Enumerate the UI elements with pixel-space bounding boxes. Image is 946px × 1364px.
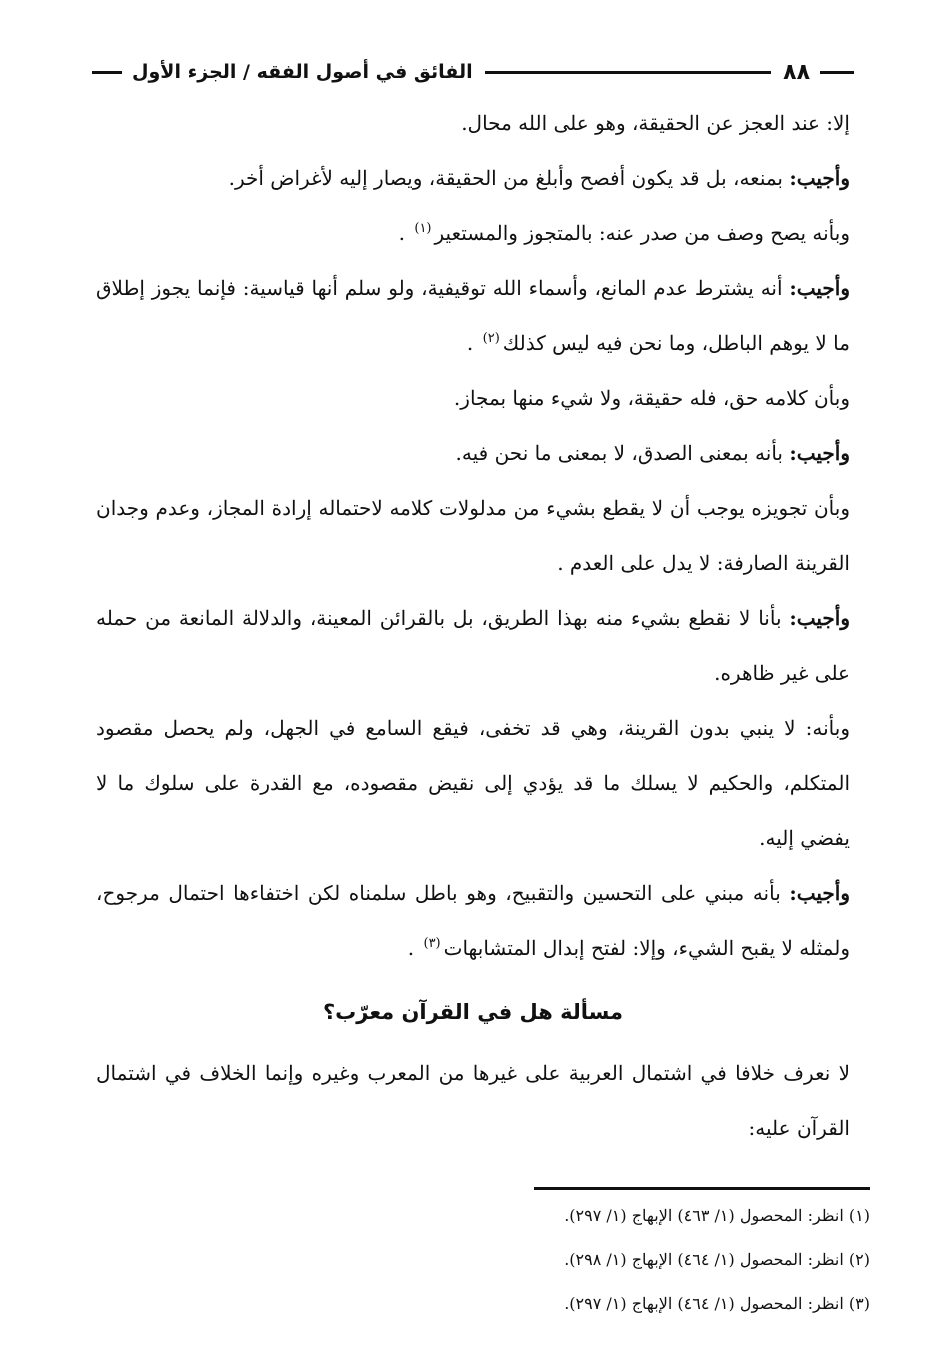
paragraph	[96, 96, 850, 151]
paragraph	[96, 206, 850, 261]
body-text	[96, 96, 850, 1156]
paragraph	[96, 261, 850, 371]
footnote-reference[interactable]: (١)	[414, 221, 432, 237]
paragraph	[96, 481, 850, 591]
paragraph-lead: وأجيب:	[789, 276, 850, 300]
paragraph-tail: .	[407, 936, 421, 960]
footnote-2: (٢) انظر: المحصول (١/ ٤٦٤) الإبهاج (١/ ٢٩٨).	[564, 1250, 870, 1269]
footnote-separator	[534, 1187, 870, 1190]
section-paragraph: لا نعرف خلافا في اشتمال العربية على غيرها من المعرب وغيره وإنما الخلاف في اشتمال القرآن عليه:	[96, 1061, 850, 1140]
paragraph	[96, 371, 850, 426]
paragraph-text: وبأن كلامه حق، فله حقيقة، ولا شيء منها بمجاز.	[453, 386, 850, 410]
paragraph-lead: وأجيب:	[789, 166, 850, 190]
paragraph-tail: .	[398, 221, 412, 245]
paragraph-text: وبأن تجويزه يوجب أن لا يقطع بشيء من مدلولات كلامه لاحتماله إرادة المجاز، وعدم وجدان القرينة الصارفة: لا يدل على العدم .	[96, 496, 850, 575]
paragraph-text: أنه يشترط عدم المانع، وأسماء الله توقيفية، ولو سلم أنها قياسية: فإنما يجوز إطلاق ما لا يوهم الباطل، وما نحن فيه ليس كذلك	[96, 276, 850, 355]
paragraph	[96, 866, 850, 976]
footnote-3: (٣) انظر: المحصول (١/ ٤٦٤) الإبهاج (١/ ٢٩٧).	[564, 1294, 870, 1313]
paragraph-text: وبأنه: لا ينبي بدون القرينة، وهي قد تخفى، فيقع السامع في الجهل، ولم يحصل مقصود المتكلم، والحكيم لا يسلك ما قد يؤدي إلى نقيض مقصوده، مع القدرة على سلوك ما لا يفضي إليه.	[96, 716, 850, 850]
paragraph	[96, 426, 850, 481]
paragraph-text: وبأنه يصح وصف من صدر عنه: بالمتجوز والمستعير	[434, 221, 850, 245]
header-rule-middle	[485, 71, 772, 74]
page-number: ٨٨	[783, 59, 810, 85]
paragraph-text: بمنعه، بل قد يكون أفصح وأبلغ من الحقيقة، ويصار إليه لأغراض أخر.	[228, 166, 790, 190]
header-rule-left	[92, 71, 122, 74]
section-heading: مسألة هل في القرآن معرّب؟	[322, 1000, 623, 1024]
paragraph-text: بأنه بمعنى الصدق، لا بمعنى ما نحن فيه.	[455, 441, 790, 465]
header-rule-right	[820, 71, 854, 74]
running-header	[92, 52, 854, 92]
paragraph-lead: وأجيب:	[789, 881, 850, 905]
paragraph-text: بأنه مبني على التحسين والتقبيح، وهو باطل سلمناه لكن اختفاءها احتمال مرجوح، ولمثله لا يقبح الشيء، وإلا: لفتح إبدال المتشابهات	[96, 881, 850, 960]
paragraph-text: بأنا لا نقطع بشيء منه بهذا الطريق، بل بالقرائن المعينة، والدلالة المانعة من حمله على غير ظاهره.	[96, 606, 850, 685]
footnotes	[96, 1194, 870, 1326]
book-title: الفائق في أصول الفقه / الجزء الأول	[132, 61, 473, 83]
paragraph	[96, 151, 850, 206]
paragraph	[96, 701, 850, 866]
paragraph-text: إلا: عند العجز عن الحقيقة، وهو على الله محال.	[461, 111, 850, 135]
paragraph-tail: .	[466, 331, 480, 355]
paragraph	[96, 591, 850, 701]
footnote-1: (١) انظر: المحصول (١/ ٤٦٣) الإبهاج (١/ ٢٩٧).	[564, 1206, 870, 1225]
footnote-reference[interactable]: (٣)	[423, 936, 441, 952]
paragraph-lead: وأجيب:	[789, 606, 850, 630]
footnote-reference[interactable]: (٢)	[482, 331, 500, 347]
paragraph-lead: وأجيب:	[789, 441, 850, 465]
